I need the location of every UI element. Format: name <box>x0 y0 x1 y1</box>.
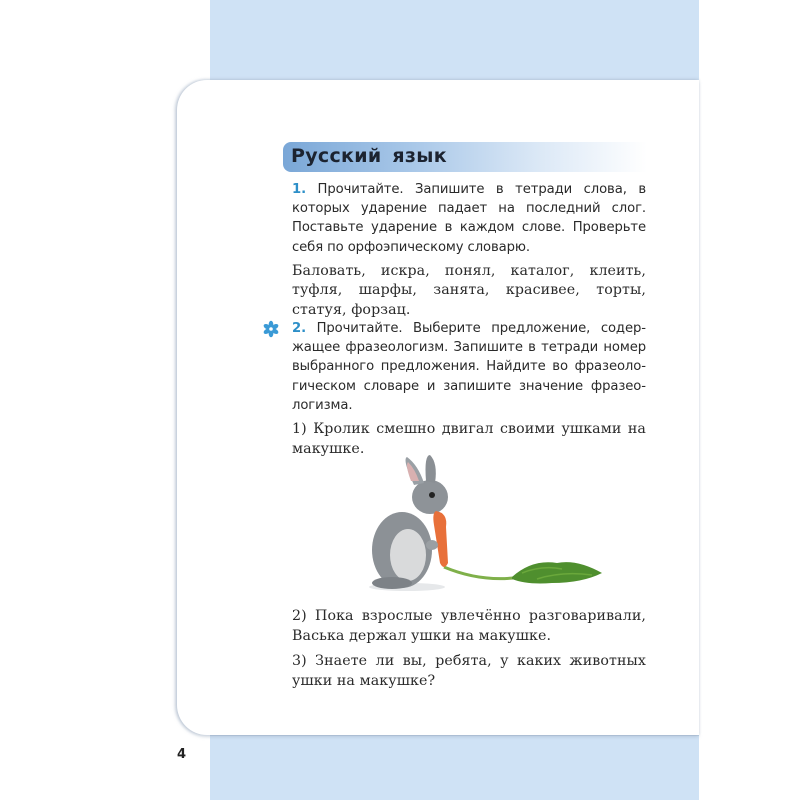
top-blue-band <box>210 0 699 82</box>
task-2-text: Прочитайте. Выберите предложение, содержащее фразеологизм. Запишите в тетради номер выбранного предложения. Найдите во фразеологическом словаре и запишите значение фразеологизма. <box>292 321 647 413</box>
task-2-sentences <box>292 606 646 691</box>
task-1-word-list: Баловать, искра, понял, каталог, клеить, туфля, шарфы, занята, красивее, торты, статуя, форзац. <box>292 262 646 318</box>
sentence-3: 3) Знаете ли вы, ребята, у каких животных ушки на макушке? <box>292 653 646 689</box>
task-2-number: 2. <box>292 321 306 336</box>
rabbit-with-carrot-image <box>362 455 612 600</box>
asterisk-flower-icon <box>262 320 280 338</box>
task-2-instruction <box>292 319 646 415</box>
task-2 <box>292 319 646 459</box>
sentence-2: 2) Пока взрослые увлечённо разговаривали, Васька держал ушки на макушке. <box>292 608 646 644</box>
page-number: 4 <box>177 747 187 762</box>
bottom-blue-band <box>210 735 699 800</box>
task-1 <box>292 180 646 320</box>
sentence-1: 1) Кролик смешно двигал своими ушками на макушке. <box>292 421 646 458</box>
task-1-number: 1. <box>292 182 306 197</box>
section-header <box>283 142 647 172</box>
section-title: Русский язык <box>291 145 447 167</box>
task-1-text: Прочитайте. Запишите в тетради слова, в которых ударение падает на последний слог. Поставьте ударение в каждом слове. Проверьте себя по орфоэпическому словарю. <box>292 182 647 255</box>
task-1-instruction <box>292 180 646 257</box>
